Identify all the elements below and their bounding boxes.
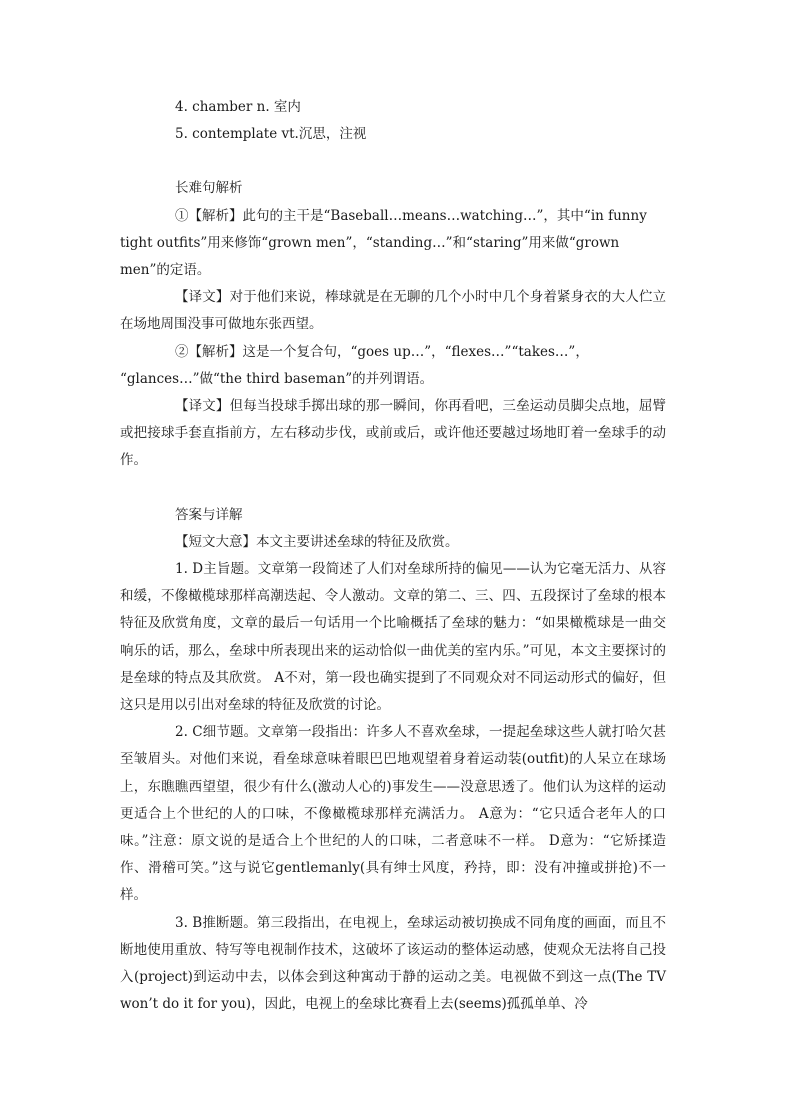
document-body	[120, 94, 666, 1018]
analysis-1-line-1: ①【解析】此句的主干是“Baseball…means…watching…”，其中“in funny	[175, 207, 647, 224]
vocab-item-4: 4. chamber n. 室内	[175, 99, 301, 115]
spacer	[120, 475, 666, 502]
answer-3: 3. B推断题。第三段指出，在电视上，垒球运动被切换成不同角度的画面，而且不断地使用重放、特写等电视制作技术，这破坏了该运动的整体运动感，使观众无法将自己投入(project)到运动中去，以体会到这种寓动于静的运动之美。电视做不到这一点(The TV won’t do it for you)，因此，电视上的垒球比赛看上去(seems)孤孤单单、冷	[120, 914, 666, 1013]
translation-2: 【译文】但每当投球手掷出球的那一瞬间，你再看吧，三垒运动员脚尖点地，屈臂或把接球手套直指前方，左右移动步伐，或前或后，或许他还要越过场地盯着一垒球手的动作。	[120, 397, 666, 469]
answer-2: 2. C细节题。文章第一段指出：许多人不喜欢垒球，一提起垒球这些人就打哈欠甚至皱眉头。对他们来说，看垒球意味着眼巴巴地观望着身着运动装(outfit)的人呆立在球场上，东瞧瞧西望望，很少有什么(激动人心的)事发生——没意思透了。他们认为这样的运动更适合上个世纪的人的口味，不像橄榄球那样充满活力。 A意为：“它只适合老年人的口味。”注意：原文说的是适合上个世纪的人的口味，二者意味不一样。 D意为：“它矫揉造作、滑稽可笑。”这与说它gentlemanly(具有绅士风度，矜持，即：没有冲撞或拼抢)不一样。	[120, 724, 666, 904]
section-heading-answers: 答案与详解	[175, 506, 243, 523]
section-heading-analysis: 长难句解析	[175, 180, 243, 197]
translation-1: 【译文】对于他们来说，棒球就是在无聊的几个小时中几个身着紧身衣的大人伫立在场地周围没事可做地东张西望。	[120, 289, 666, 333]
passage-summary: 【短文大意】本文主要讲述垒球的特征及欣赏。	[175, 533, 459, 550]
analysis-1-line-3: men”的定语。	[120, 261, 211, 278]
vocab-item-5: 5. contemplate vt.沉思，注视	[175, 126, 367, 143]
analysis-1-line-2: tight outfits”用来修饰“grown men”，“standing…”和“staring”用来做“grown	[120, 234, 620, 251]
spacer	[120, 148, 666, 175]
answer-1: 1. D主旨题。文章第一段简述了人们对垒球所持的偏见——认为它毫无活力、从容和缓，不像橄榄球那样高潮迭起、令人激动。文章的第二、三、四、五段探讨了垒球的根本特征及欣赏角度，文章的最后一句话用一个比喻概括了垒球的魅力：“如果橄榄球是一曲交响乐的话，那么，垒球中所表现出来的运动恰似一曲优美的室内乐。”可见，本文主要探讨的是垒球的特点及其欣赏。 A不对，第一段也确实提到了不同观众对不同运动形式的偏好，但这只是用以引出对垒球的特征及欣赏的讨论。	[120, 560, 666, 713]
analysis-2-line-1: ②【解析】这是一个复合句，“goes up…”，“flexes…”“takes…”，	[175, 343, 589, 360]
analysis-2-line-2: “glances…”做“the third baseman”的并列谓语。	[120, 370, 434, 387]
